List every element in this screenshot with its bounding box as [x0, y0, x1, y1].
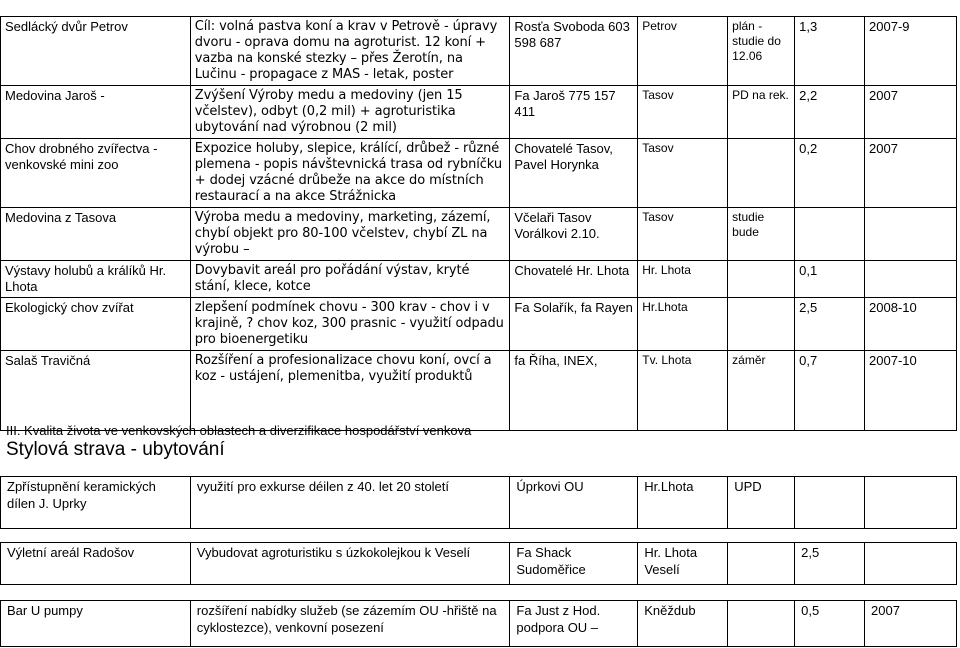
- table-cell-contact: Chovatelé Hr. Lhota: [510, 261, 638, 298]
- table-cell-status: záměr: [728, 351, 795, 431]
- table-cell-goal: využití pro exkurse déilen z 40. let 20 století: [190, 477, 510, 529]
- table-cell-status: [728, 139, 795, 208]
- table-cell-year: [865, 208, 957, 261]
- section-subheading: Stylová strava - ubytování: [6, 439, 225, 460]
- section-heading: III. Kvalita života ve venkovských oblastech a diverzifikace hospodářství venkova: [6, 423, 472, 438]
- table-cell-year: 2007: [865, 86, 957, 139]
- table-cell-place: Petrov: [638, 17, 728, 86]
- table-cell-year: 2008-10: [865, 298, 957, 351]
- table-row: [1, 139, 957, 208]
- table-cell-status: [728, 543, 795, 585]
- table-cell-goal: Vybudovat agroturistiku s úzkokolejkou k Veselí: [190, 543, 510, 585]
- table-cell-year: [865, 543, 957, 585]
- table-cell-amount: 0,1: [795, 261, 865, 298]
- table-cell-goal: Výroba medu a medoviny, marketing, zázemí, chybí objekt pro 80-100 včelstev, chybí ZL na výrobu –: [190, 208, 510, 261]
- table-row: [1, 298, 957, 351]
- table-cell-goal: Zvýšení Výroby medu a medoviny (jen 15 včelstev), odbyt (0,2 mil) + agroturistika ubytování nad výrobnou (2 mil): [190, 86, 510, 139]
- table-cell-goal: Rozšíření a profesionalizace chovu koní, ovcí a koz - ustájení, plemenitba, využití produktů: [190, 351, 510, 431]
- table-cell-name: Medovina z Tasova: [1, 208, 191, 261]
- table-cell-place: Hr. Lhota Veselí: [638, 543, 728, 585]
- table-row: [0, 600, 957, 647]
- table-cell-contact: Fa Shack Sudoměřice: [510, 543, 638, 585]
- table-row: [1, 208, 957, 261]
- table-row: [1, 351, 957, 431]
- table-cell-name: Chov drobného zvířectva - venkovské mini zoo: [1, 139, 191, 208]
- table-cell-goal: rozšíření nabídky služeb (se zázemím OU -hřiště na cyklostezce), venkovní posezení: [190, 601, 510, 647]
- table-cell-goal: Dovybavit areál pro pořádání výstav, kryté stání, klece, kotce: [190, 261, 510, 298]
- table-cell-amount: 0,2: [795, 139, 865, 208]
- table-cell-name: Sedlácký dvůr Petrov: [1, 17, 191, 86]
- table-cell-place: Tv. Lhota: [638, 351, 728, 431]
- table-cell-place: Tasov: [638, 208, 728, 261]
- table-cell-contact: Včelaři Tasov Vorálkovi 2.10.: [510, 208, 638, 261]
- table-cell-amount: 2,5: [795, 298, 865, 351]
- table-cell-year: 2007-10: [865, 351, 957, 431]
- table-cell-contact: fa Říha, INEX,: [510, 351, 638, 431]
- table-cell-amount: 0,7: [795, 351, 865, 431]
- table-cell-name: Výstavy holubů a králíků Hr. Lhota: [1, 261, 191, 298]
- table-cell-contact: Chovatelé Tasov, Pavel Horynka: [510, 139, 638, 208]
- table-cell-goal: Expozice holuby, slepice, králící, drůbež - různé plemena - popis návštevnická trasa od rybníčku + dodej vzácné drůbeže na akce do místních restaurací a na akce Strážnicka: [190, 139, 510, 208]
- table-cell-place: Tasov: [638, 86, 728, 139]
- table-row: [1, 86, 957, 139]
- table-cell-status: [728, 601, 795, 647]
- table-cell-status: studie bude: [728, 208, 795, 261]
- table-row: [0, 542, 957, 585]
- table-cell-contact: Rosťa Svoboda 603 598 687: [510, 17, 638, 86]
- table-cell-amount: 1,3: [795, 17, 865, 86]
- table-cell-name: Zpřístupnění keramických dílen J. Uprky: [1, 477, 191, 529]
- table-row: [1, 17, 957, 86]
- table-cell-year: 2007: [865, 139, 957, 208]
- table-cell-name: Výletní areál Radošov: [1, 543, 191, 585]
- table-row: [1, 261, 957, 298]
- table-cell-place: Hr. Lhota: [638, 261, 728, 298]
- table-cell-name: Salaš Travičná: [1, 351, 191, 431]
- table-cell-status: plán - studie do 12.06: [728, 17, 795, 86]
- table-cell-contact: Úprkovi OU: [510, 477, 638, 529]
- table-cell-goal: Cíl: volná pastva koní a krav v Petrově - úpravy dvoru - oprava domu na agroturist. 12 koní + vazba na konské stezky – přes Žerotín, na Lučinu - propagace z MAS - letak, poster: [190, 17, 510, 86]
- table-cell-status: UPD: [728, 477, 795, 529]
- table-cell-contact: Fa Just z Hod. podpora OU –: [510, 601, 638, 647]
- table-cell-year: [865, 477, 957, 529]
- table-cell-year: 2007-9: [865, 17, 957, 86]
- table-cell-place: Kněždub: [638, 601, 728, 647]
- table-cell-name: Medovina Jaroš -: [1, 86, 191, 139]
- table-cell-goal: zlepšení podmínek chovu - 300 krav - chov i v krajině, ? chov koz, 300 prasnic - využití odpadu pro bioenergetiku: [190, 298, 510, 351]
- table-cell-year: 2007: [865, 601, 957, 647]
- projects-table: [0, 16, 957, 431]
- table-cell-status: PD na rek.: [728, 86, 795, 139]
- table-cell-contact: Fa Jaroš 775 157 411: [510, 86, 638, 139]
- table-cell-name: Ekologický chov zvířat: [1, 298, 191, 351]
- table-cell-place: Tasov: [638, 139, 728, 208]
- table-cell-status: [728, 298, 795, 351]
- table-cell-place: Hr.Lhota: [638, 298, 728, 351]
- table-cell-year: [865, 261, 957, 298]
- table-cell-name: Bar U pumpy: [1, 601, 191, 647]
- table-cell-place: Hr.Lhota: [638, 477, 728, 529]
- table-cell-contact: Fa Solařík, fa Rayen: [510, 298, 638, 351]
- table-cell-amount: [795, 477, 865, 529]
- section-header: [6, 423, 956, 461]
- table-cell-status: [728, 261, 795, 298]
- table-cell-amount: 2,2: [795, 86, 865, 139]
- table-row: [0, 476, 957, 529]
- table-cell-amount: 2,5: [795, 543, 865, 585]
- table-cell-amount: 0,5: [795, 601, 865, 647]
- table-cell-amount: [795, 208, 865, 261]
